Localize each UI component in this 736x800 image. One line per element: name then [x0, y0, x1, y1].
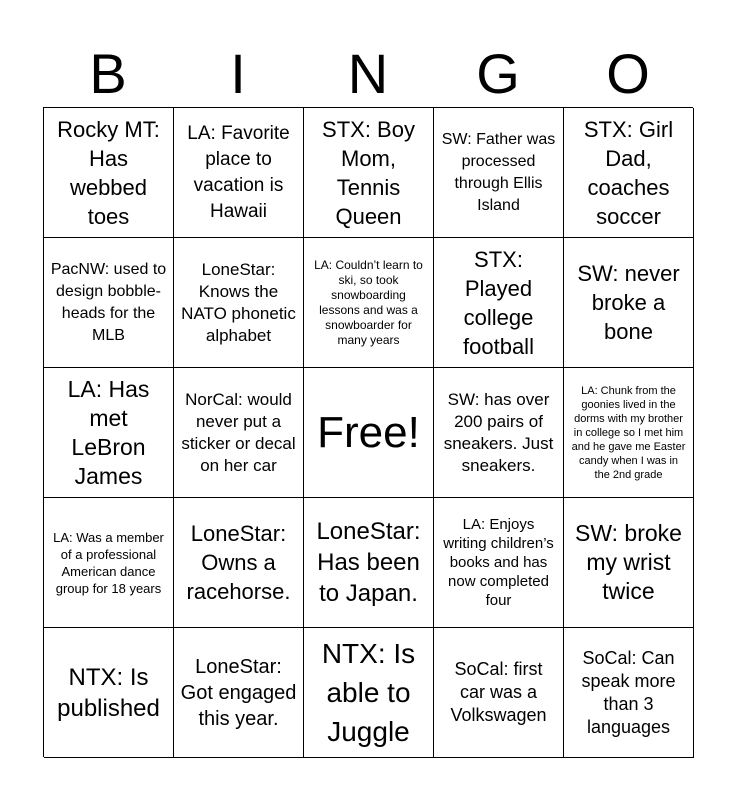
bingo-cell[interactable]: SW: broke my wrist twice — [564, 498, 694, 628]
bingo-cell[interactable]: LA: Has met LeBron James — [44, 368, 174, 498]
header-letter-n: N — [347, 42, 389, 105]
bingo-cell[interactable]: LA: Favorite place to vacation is Hawaii — [174, 108, 304, 238]
bingo-cell[interactable]: NTX: Is published — [44, 628, 174, 758]
header-letter-o: O — [606, 42, 650, 105]
bingo-cell[interactable]: LA: Enjoys writing children’s books and has now completed four — [434, 498, 564, 628]
free-cell[interactable]: Free! — [304, 368, 434, 498]
bingo-cell[interactable]: NorCal: would never put a sticker or decal on her car — [174, 368, 304, 498]
bingo-cell[interactable]: STX: Boy Mom, Tennis Queen — [304, 108, 434, 238]
header-letter-b: B — [89, 42, 127, 105]
header-letter-i: I — [230, 42, 246, 105]
bingo-cell[interactable]: LoneStar: Got engaged this year. — [174, 628, 304, 758]
bingo-cell[interactable]: PacNW: used to design bobble-heads for the MLB — [44, 238, 174, 368]
bingo-cell[interactable]: STX: Girl Dad, coaches soccer — [564, 108, 694, 238]
bingo-cell[interactable]: Rocky MT: Has webbed toes — [44, 108, 174, 238]
header-letter-g: G — [476, 42, 520, 105]
bingo-cell[interactable]: SW: has over 200 pairs of sneakers. Just sneakers. — [434, 368, 564, 498]
bingo-header — [43, 40, 693, 108]
bingo-cell[interactable]: SW: Father was processed through Ellis Island — [434, 108, 564, 238]
bingo-cell[interactable]: LA: Chunk from the goonies lived in the dorms with my brother in college so I met him and he gave me Easter candy when I was in the 2nd grade — [564, 368, 694, 498]
bingo-cell[interactable]: SoCal: Can speak more than 3 languages — [564, 628, 694, 758]
bingo-cell[interactable]: LA: Couldn’t learn to ski, so took snowboarding lessons and was a snowboarder for many years — [304, 238, 434, 368]
bingo-cell[interactable]: STX: Played college football — [434, 238, 564, 368]
bingo-cell[interactable]: LA: Was a member of a professional American dance group for 18 years — [44, 498, 174, 628]
bingo-cell[interactable]: LoneStar: Knows the NATO phonetic alphabet — [174, 238, 304, 368]
bingo-grid — [43, 107, 693, 757]
bingo-cell[interactable]: LoneStar: Has been to Japan. — [304, 498, 434, 628]
bingo-cell[interactable]: SW: never broke a bone — [564, 238, 694, 368]
bingo-cell[interactable]: NTX: Is able to Juggle — [304, 628, 434, 758]
bingo-cell[interactable]: LoneStar: Owns a racehorse. — [174, 498, 304, 628]
bingo-cell[interactable]: SoCal: first car was a Volkswagen — [434, 628, 564, 758]
